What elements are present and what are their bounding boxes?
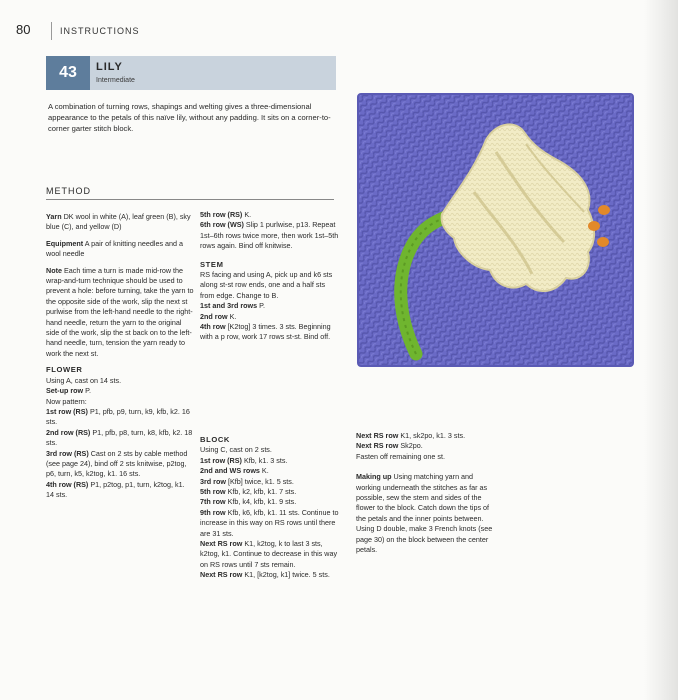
flower-line: 4th row (RS) P1, p2tog, p1, turn, k2tog, k1. 14 sts.: [46, 479, 185, 500]
page-gutter-shadow: [644, 0, 678, 700]
flower-line: Using A, cast on 14 sts.: [46, 375, 122, 385]
block-line: Next RS row K1, k2tog, k to last 3 sts, k2tog, k1. Continue to decrease in this way on RS rows until 7 sts remain.: [200, 539, 338, 569]
block-line: Using C, cast on 2 sts.: [200, 445, 272, 455]
block-line: 7th row Kfb, k4, kfb, k1. 9 sts.: [200, 497, 297, 507]
column-3: [356, 431, 496, 561]
making-up-paragraph: [356, 472, 496, 555]
method-rule: [46, 199, 334, 200]
block-line: 3rd row [Kfb] twice, k1. 5 sts.: [200, 476, 294, 486]
making-up-label: Making up: [356, 472, 392, 482]
note-label: Note: [46, 265, 62, 275]
block-line: Next RS row Sk2po.: [356, 441, 423, 451]
stem-line: RS facing and using A, pick up and k6 sts along st-st row ends, one and a half sts from edge. Change to B.: [200, 270, 333, 300]
intro-paragraph: A combination of turning rows, shapings and welting gives a three-dimensional appearance to the petals of this naïve lily, without any padding. It sits on a corner-to-corner garter stitch block.: [48, 102, 331, 133]
equipment-paragraph: [46, 239, 194, 260]
difficulty-level: Intermediate: [96, 77, 135, 84]
yarn-label: Yarn: [46, 212, 62, 221]
stem-line: 1st and 3rd rows P.: [200, 301, 265, 311]
block-line: Next RS row K1, [k2tog, k1] twice. 5 sts.: [200, 570, 330, 580]
lily-block-photo: [356, 92, 635, 368]
flower-line: 2nd row (RS) P1, pfb, p8, turn, k8, kfb, k2. 18 sts.: [46, 427, 193, 448]
block-line: Next RS row K1, sk2po, k1. 3 sts.: [356, 431, 466, 440]
flower-line: 1st row (RS) P1, pfb, p9, turn, k9, kfb, k2. 16 sts.: [46, 406, 190, 427]
block-line: 9th row Kfb, k6, kfb, k1. 11 sts. Continue to increase in this way on RS rows until there are 31 sts.: [200, 507, 339, 538]
column-2: [200, 210, 340, 343]
page-number: 80: [16, 22, 31, 37]
column-2-block: [200, 431, 340, 581]
column-1: [46, 212, 194, 501]
block-line: 1st row (RS) Kfb, k1. 3 sts.: [200, 455, 288, 465]
block-line: 5th row Kfb, k2, kfb, k1. 7 sts.: [200, 487, 297, 497]
flower-line: Now pattern:: [46, 396, 87, 406]
flower-line: 5th row (RS) K.: [200, 210, 252, 219]
flower-line: 3rd row (RS) Cast on 2 sts by cable method (see page 24), bind off 2 sts knitwise, p2tog, p6, turn, k5, k2tog, k1. 16 sts.: [46, 448, 188, 479]
header-divider: [51, 22, 52, 40]
yarn-paragraph: [46, 212, 194, 233]
block-heading: BLOCK: [200, 435, 230, 444]
note-text: Each time a turn is made mid-row the wrap-and-turn technique should be used to prevent a hole: before turning, take the yarn to the opposite side of the work, slip the next st purlwise from the left-hand needle to the right-hand needle, return the yarn to the original side of the work, slip the st back on to the left-hand needle, turn, tension the yarn ready to work the next st.: [46, 265, 194, 358]
stem-line: 4th row [K2tog] 3 times. 3 sts. Beginning with a p row, work 17 rows st-st. Bind off.: [200, 322, 331, 342]
equipment-text: A pair of knitting needles and a wool needle: [46, 238, 184, 259]
yarn-text: DK wool in white (A), leaf green (B), sky blue (C), and yellow (D): [46, 212, 191, 232]
equipment-label: Equipment: [46, 238, 84, 248]
flower-line: Set-up row P.: [46, 386, 92, 396]
making-up-text: Using matching yarn and working underneath the stitches as far as possible, sew the stem and sides of the flower to the block. Catch down the tips of the petals and the inner points between. Using D double, make 3 French knots (see page 30) on the block between the center petals.: [356, 472, 493, 555]
pattern-title: LILY: [96, 61, 123, 73]
stem-line: 2nd row K.: [200, 311, 237, 321]
note-paragraph: [46, 266, 194, 360]
method-heading: METHOD: [46, 186, 91, 196]
flower-line: 6th row (WS) Slip 1 purlwise, p13. Repeat 1st–6th rows twice more, then work 1st–5th rows again. Bind off knitwise.: [200, 220, 339, 251]
stem-heading: STEM: [200, 259, 224, 269]
block-line: Fasten off remaining one st.: [356, 451, 445, 461]
french-knot: [588, 221, 600, 231]
french-knot: [597, 237, 609, 247]
flower-heading: FLOWER: [46, 365, 83, 375]
french-knot: [598, 205, 610, 215]
pattern-number: 43: [46, 56, 90, 90]
section-label: INSTRUCTIONS: [60, 26, 140, 36]
block-line: 2nd and WS rows K.: [200, 466, 269, 476]
